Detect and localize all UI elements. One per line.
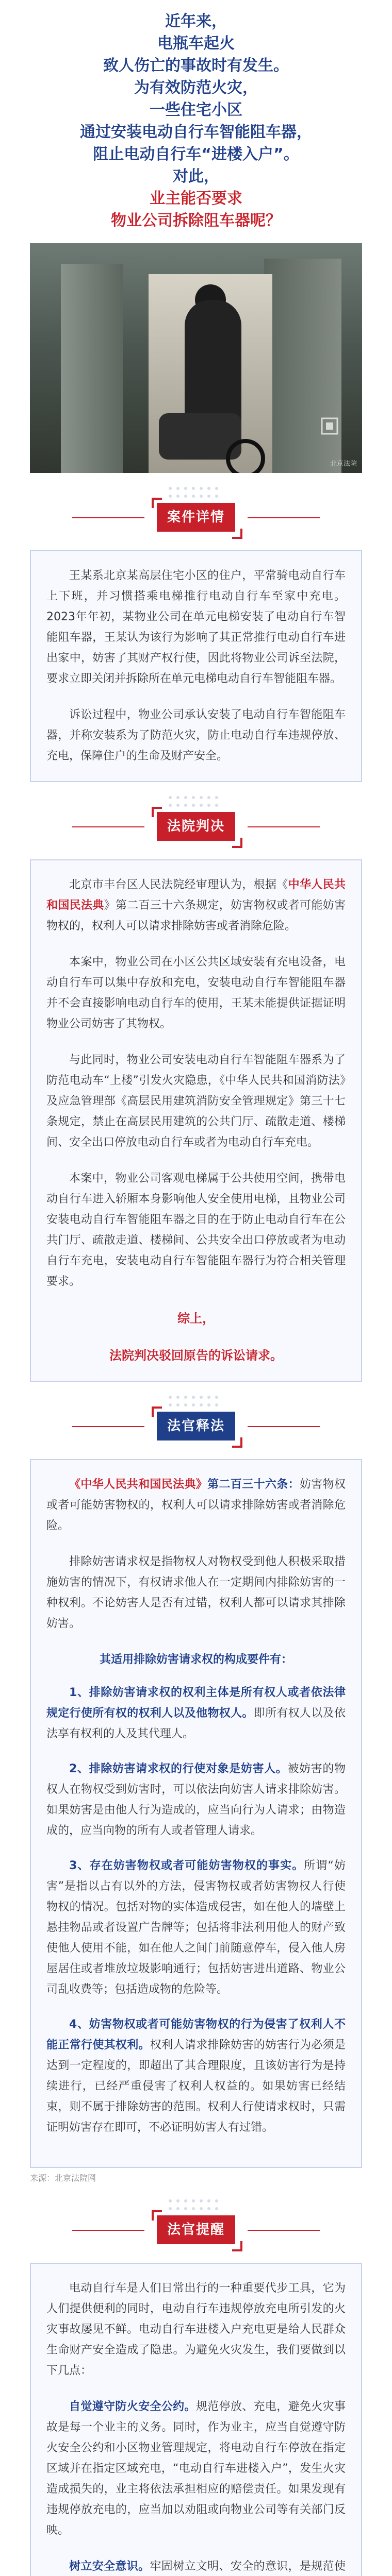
section-header-law (0, 1382, 392, 1459)
law-paragraph: 《中华人民共和国民法典》第二百三十六条：妨害物权或者可能妨害物权的，权利人可以请求排除妨害或者消除危险。 (46, 1478, 346, 1532)
law-block (30, 1459, 362, 2168)
intro-line: 通过安装电动自行车智能阻车器， (80, 123, 312, 141)
law-item: 1、排除妨害请求权的权利主体是所有权人或者依法律规定行使所有权的权利人以及他物权人。即所有权人以及依法享有权利的人及其代理人。 (46, 1686, 346, 1740)
intro-line: 电瓶车起火 (157, 35, 235, 53)
law-paragraph: 排除妨害请求权是指物权人对物权受到他人积极采取措施妨害的情况下，有权请求他人在一定期间内排除妨害的一种权利。不论妨害人是否有过错，权利人都可以请求其排除妨害。 (46, 1555, 346, 1630)
intro-line: 阻止电动自行车“进楼入户”。 (93, 145, 299, 163)
elevator-photo (30, 243, 362, 473)
section-title: 案件详情 (157, 503, 235, 532)
section-header-tips (0, 2185, 392, 2263)
section-title: 法官释法 (157, 1412, 235, 1440)
judgment-conclusion: 法院判决驳回原告的诉讼请求。 (109, 1348, 283, 1363)
law-name-link[interactable]: 中华人民共和国民法典 (46, 878, 346, 912)
judgment-block (30, 859, 362, 1382)
section-header-case (0, 473, 392, 550)
law-item: 4、妨害物权或者可能妨害物权的行为侵害了权利人不能正常行使其权利。权利人请求排除妨害的妨害行为必须是达到一定程度的，即超出了其合理限度，且该妨害行为是持续进行，已经严重侵害了权利人权益的。如果妨害已经结束，则不属于排除妨害的范围。权利人行使请求权时，只需证明妨害存在即可，不必证明妨害人有过错。 (46, 2018, 346, 2134)
photo-watermark: 北京法院 (330, 460, 357, 468)
section-title: 法官提醒 (157, 2215, 235, 2244)
tips-item: 自觉遵守防火安全公约。规范停放、充电，避免火灾事故是每一个业主的义务。同时，作为业主，应当自觉遵守防火安全公约和小区物业管理规定，将电动自行车停放在指定区域并在指定区域充电，“电动自行车进楼入户”，发生火灾造成损失的，业主将依法承担相应的赔偿责任。如果发现有违规停放充电的，应当加以劝阻或向物业公司等有关部门反映。 (46, 2400, 346, 2537)
law-item: 3、存在妨害物权或者可能妨害物权的事实。所谓“妨害”是指以占有以外的方法，侵害物权或者妨害物权人行使物权的情况。包括对物的实体造成侵害，如在他人的墙壁上悬挂物品或者设置广告牌等；包括将非法利用他人的财产致使他人使用不能，如在他人之间门前随意停车，侵入他人房屋居住或者堆放垃圾影响通行；包括妨害进出道路、物业公司乱收费等；包括造成物的危险等。 (46, 1859, 346, 1996)
judgment-conclusion: 综上， (177, 1311, 215, 1326)
judgment-paragraph: 与此同时，物业公司安装电动自行车智能阻车器系为了防范电动车“上楼”引发火灾隐患，《中华人民共和国消防法》及应急管理部《高层民用建筑消防安全管理规定》第三十七条规定，禁止在高层民用建筑的公共门厅、疏散走道、楼梯间、安全出口停放电动自行车或者为电动自行车充电。 (46, 1054, 346, 1149)
intro-line: 致人伤亡的事故时有发生。 (103, 57, 289, 75)
intro-question: 物业公司拆除阻车器呢？ (111, 212, 281, 230)
section-header-judgment (0, 782, 392, 859)
intro-line: 一些住宅小区 (150, 101, 242, 119)
judgment-paragraph: 北京市丰台区人民法院经审理认为，根据《中华人民共和国民法典》第二百三十六条规定，妨害物权或者可能妨害物权的，权利人可以请求排除妨害或者消除危险。 (46, 878, 346, 933)
case-paragraph: 王某系北京某高层住宅小区的住户，平常骑电动自行车上下班，并习惯搭乘电梯推行电动自行车至家中充电。2023年年初，某物业公司在单元电梯安装了电动自行车智能阻车器，王某认为该行为影响了其正常推行电动自行车进出家中，妨害了其财产权行使，因此将物业公司诉至法院，要求立即关闭并拆除所在单元电梯电动自行车智能阻车器。 (46, 569, 346, 685)
source-line: 来源：北京法院网 (30, 2173, 96, 2183)
law-subtitle: 其适用排除妨害请求权的构成要件有： (99, 1653, 292, 1666)
court-logo-icon (306, 416, 353, 442)
tips-paragraph: 电动自行车是人们日常出行的一种重要代步工具，它为人们提供便利的同时，电动自行车违规停放充电所引发的火灾事故屡见不鲜。电动自行车进楼入户充电更是给人民群众生命财产安全造成了隐患。为避免火灾发生，我们要做到以下几点： (46, 2282, 346, 2377)
tips-item: 树立安全意识。牢固树立文明、安全的意识，是规范使 (69, 2560, 346, 2573)
intro-line: 近年来， (165, 12, 227, 30)
intro (0, 0, 392, 232)
law-item: 2、排除妨害请求权的行使对象是妨害人。被妨害的物权人在物权受到妨害时，可以依法向妨害人请求排除妨害。如果妨害是由他人行为造成的，应当向行为人请求；由物造成的，应当向物的所有人或者管理人请求。 (46, 1762, 346, 1837)
intro-line: 为有效防范火灾， (134, 79, 258, 97)
intro-line: 对此， (173, 167, 219, 185)
case-block (30, 550, 362, 782)
judgment-paragraph: 本案中，物业公司客观电梯属于公共使用空间，携带电动自行车进入轿厢本身影响他人安全使用电梯，且物业公司安装电动自行车智能阻车器之目的在于防止电动自行车在公共门厅、疏散走道、楼梯间、公共安全出口停放或者为电动自行车充电，安装电动自行车智能阻车器行为符合相关管理要求。 (46, 1172, 346, 1288)
section-title: 法院判决 (157, 812, 235, 841)
case-paragraph: 诉讼过程中，物业公司承认安装了电动自行车智能阻车器，并称安装系为了防范火灾，防止电动自行车违规停放、充电，保障住户的生命及财产安全。 (46, 708, 346, 762)
judgment-paragraph: 本案中，物业公司在小区公共区域安装有充电设备，电动自行车可以集中存放和充电，安装电动自行车智能阻车器并不会直接影响电动自行车的使用，王某未能提供证据证明物业公司妨害了其物权。 (46, 956, 346, 1030)
tips-block (30, 2263, 362, 2576)
intro-question: 业主能否要求 (150, 190, 242, 208)
law-name-link[interactable]: 《中华人民共和国民法典》 (69, 1478, 208, 1491)
